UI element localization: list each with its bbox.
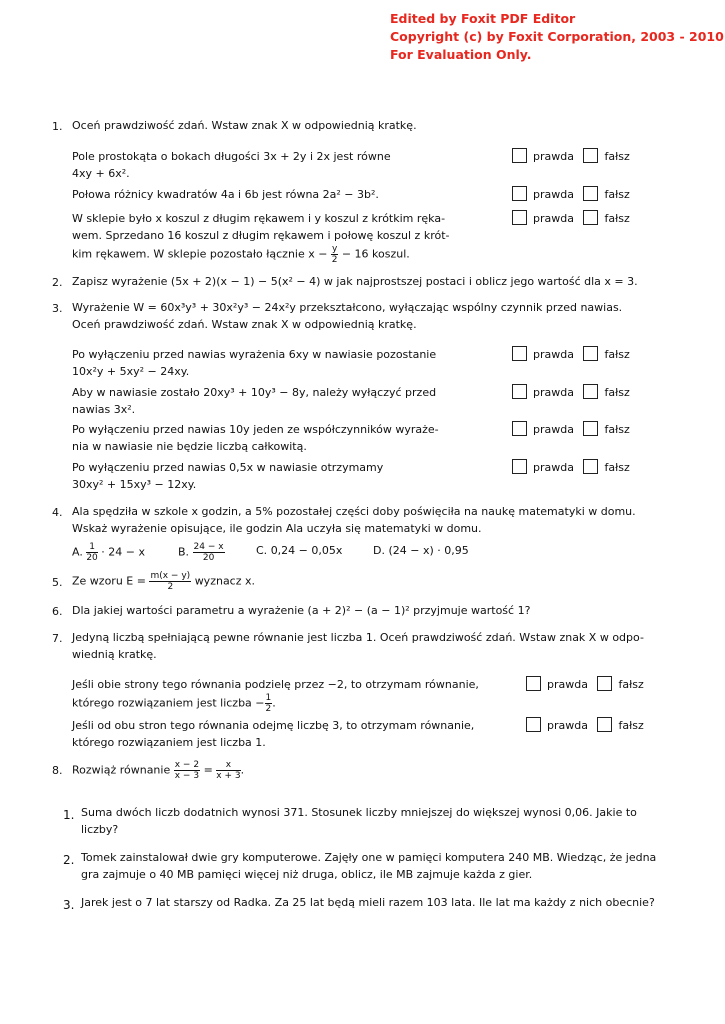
q1-prompt: Oceń prawdziwość zdań. Wstaw znak X w odpowiednią kratkę. bbox=[72, 119, 417, 132]
q3-s2-answer bbox=[512, 384, 630, 399]
q3-number: 3. bbox=[52, 302, 63, 315]
option-d-label: D. bbox=[373, 544, 385, 557]
checkbox-true[interactable] bbox=[526, 676, 541, 691]
checkbox-false[interactable] bbox=[583, 421, 598, 436]
q4-option-b bbox=[178, 542, 225, 563]
label-false: fałsz bbox=[604, 386, 630, 399]
q1-s3-line1: W sklepie było x koszul z długim rękawem i y koszul z krótkim ręka- bbox=[72, 212, 446, 225]
checkbox-false[interactable] bbox=[597, 717, 612, 732]
q1-s3-line3b: − 16 koszul. bbox=[341, 247, 410, 261]
q1-s3-answer bbox=[512, 210, 630, 225]
p1-number: 1. bbox=[63, 808, 75, 822]
q7-s1-line2-text: którego rozwiązaniem jest liczba − bbox=[72, 696, 265, 710]
watermark-line-1: Edited by Foxit PDF Editor bbox=[390, 11, 576, 26]
q1-s2: Połowa różnicy kwadratów 4a i 6b jest równa 2a² − 3b². bbox=[72, 188, 379, 201]
q4-option-d bbox=[373, 542, 469, 559]
watermark-line-2: Copyright (c) by Foxit Corporation, 2003 - 2010 bbox=[390, 29, 724, 44]
checkbox-true[interactable] bbox=[512, 421, 527, 436]
p2-line2: gra zajmuje o 40 MB pamięci więcej niż druga, oblicz, ile MB zajmuje każda z gier. bbox=[81, 868, 533, 881]
q3-s4-line2: 30xy² + 15xy³ − 12xy. bbox=[72, 478, 197, 491]
checkbox-true[interactable] bbox=[512, 186, 527, 201]
q7-line2: wiednią kratkę. bbox=[72, 648, 157, 661]
q3-s3-answer bbox=[512, 421, 630, 436]
q7-number: 7. bbox=[52, 632, 63, 645]
checkbox-true[interactable] bbox=[526, 717, 541, 732]
checkbox-false[interactable] bbox=[583, 186, 598, 201]
checkbox-false[interactable] bbox=[583, 384, 598, 399]
q1-s1-answer bbox=[512, 148, 630, 163]
label-false: fałsz bbox=[604, 461, 630, 474]
label-true: prawda bbox=[533, 461, 574, 474]
label-false: fałsz bbox=[604, 188, 630, 201]
fraction: $\frac{y}{2}$ bbox=[331, 244, 338, 265]
label-false: fałsz bbox=[604, 423, 630, 436]
q1-number: 1. bbox=[52, 120, 63, 133]
q3-s2-line1: Aby w nawiasie zostało 20xy³ + 10y³ − 8y, należy wyłączyć przed bbox=[72, 386, 437, 399]
q3-line1: Wyrażenie W = 60x³y³ + 30x²y³ − 24x²y przekształcono, wyłączając wspólny czynnik przed nawias. bbox=[72, 301, 623, 314]
q3-s3-line2: nia w nawiasie nie będzie liczbą całkowitą. bbox=[72, 440, 307, 453]
q3-s1-line1: Po wyłączeniu przed nawias wyrażenia 6xy w nawiasie pozostanie bbox=[72, 348, 437, 361]
fraction: $\frac{x - 2}{x - 3}$ bbox=[174, 760, 200, 781]
q3-s1-line2: 10x²y + 5xy² − 24xy. bbox=[72, 365, 190, 378]
q8-text: Rozwiąż równanie $\frac{x - 2}{x - 3}$ = $\frac{x}{x + 3}$ . bbox=[72, 760, 245, 781]
p1-line1: Suma dwóch liczb dodatnich wynosi 371. Stosunek liczby mniejszej do większej wynosi 0,06. Jakie to bbox=[81, 806, 637, 819]
q7-s1-line2: którego rozwiązaniem jest liczba − $\frac{1}{2}$ . bbox=[72, 693, 276, 714]
label-false: fałsz bbox=[604, 212, 630, 225]
q4-option-a bbox=[72, 542, 145, 563]
q4-number: 4. bbox=[52, 506, 63, 519]
q5-text bbox=[72, 571, 255, 592]
p3-number: 3. bbox=[63, 898, 75, 912]
q3-s1-answer bbox=[512, 346, 630, 361]
checkbox-true[interactable] bbox=[512, 459, 527, 474]
checkbox-false[interactable] bbox=[583, 210, 598, 225]
label-true: prawda bbox=[533, 188, 574, 201]
checkbox-false[interactable] bbox=[583, 459, 598, 474]
p2-line1: Tomek zainstalował dwie gry komputerowe. Zajęły one w pamięci komputera 240 MB. Wiedząc, że jedna bbox=[81, 851, 657, 864]
q4-option-c bbox=[256, 542, 342, 559]
q4-line2: Wskaż wyrażenie opisujące, ile godzin Ala uczyła się matematyki w domu. bbox=[72, 522, 482, 535]
q7-s2-line1: Jeśli od obu stron tego równania odejmę liczbę 3, to otrzymam równanie, bbox=[72, 719, 475, 732]
label-true: prawda bbox=[547, 678, 588, 691]
p2-number: 2. bbox=[63, 853, 75, 867]
option-c-text: 0,24 − 0,05x bbox=[270, 544, 343, 557]
label-true: prawda bbox=[533, 150, 574, 163]
option-a-text: · 24 − x bbox=[101, 545, 145, 559]
equals-sign: = bbox=[203, 763, 213, 777]
checkbox-true[interactable] bbox=[512, 384, 527, 399]
label-false: fałsz bbox=[604, 150, 630, 163]
fraction: $\frac{1}{2}$ bbox=[265, 693, 272, 714]
fraction: $\frac{m(x - y)}{2}$ bbox=[150, 571, 191, 592]
option-a-label: A. bbox=[72, 545, 83, 559]
q1-s3-line2: wem. Sprzedano 16 koszul z długim rękawem i połowę koszul z krót- bbox=[72, 229, 450, 242]
fraction: $\frac{1}{20}$ bbox=[86, 542, 98, 563]
q3-s2-line2: nawias 3x². bbox=[72, 403, 136, 416]
q5-number: 5. bbox=[52, 576, 63, 589]
q7-s2-answer bbox=[526, 717, 644, 732]
watermark bbox=[390, 10, 724, 64]
checkbox-false[interactable] bbox=[583, 346, 598, 361]
q7-s1-answer bbox=[526, 676, 644, 691]
q1-s3-line3a: kim rękawem. W sklepie pozostało łącznie x − bbox=[72, 247, 328, 261]
label-false: fałsz bbox=[618, 678, 644, 691]
q1-s1-line2: 4xy + 6x². bbox=[72, 167, 130, 180]
q2-number: 2. bbox=[52, 276, 63, 289]
fraction: $\frac{24 - x}{20}$ bbox=[193, 542, 224, 563]
checkbox-true[interactable] bbox=[512, 210, 527, 225]
label-true: prawda bbox=[533, 348, 574, 361]
q7-s2-line2: którego rozwiązaniem jest liczba 1. bbox=[72, 736, 266, 749]
q3-line2: Oceń prawdziwość zdań. Wstaw znak X w odpowiednią kratkę. bbox=[72, 318, 417, 331]
q8-pre: Rozwiąż równanie bbox=[72, 763, 171, 777]
q8-number: 8. bbox=[52, 764, 63, 777]
q2-text: Zapisz wyrażenie (5x + 2)(x − 1) − 5(x² − 4) w jak najprostszej postaci i oblicz jego wartość dla x = 3. bbox=[72, 275, 638, 288]
option-b-label: B. bbox=[178, 545, 190, 559]
label-false: fałsz bbox=[618, 719, 644, 732]
q5-post: wyznacz x. bbox=[194, 574, 256, 588]
label-true: prawda bbox=[547, 719, 588, 732]
checkbox-false[interactable] bbox=[597, 676, 612, 691]
option-d-text: (24 − x) · 0,95 bbox=[388, 544, 469, 557]
q3-s4-answer bbox=[512, 459, 630, 474]
q3-s3-line1: Po wyłączeniu przed nawias 10y jeden ze współczynników wyraże- bbox=[72, 423, 439, 436]
q6-number: 6. bbox=[52, 605, 63, 618]
p3-text: Jarek jest o 7 lat starszy od Radka. Za 25 lat będą mieli razem 103 lata. Ile lat ma każdy z nich obecnie? bbox=[81, 896, 655, 909]
label-true: prawda bbox=[533, 423, 574, 436]
q5-pre: Ze wzoru E = bbox=[72, 574, 146, 588]
q3-s4-line1: Po wyłączeniu przed nawias 0,5x w nawiasie otrzymamy bbox=[72, 461, 384, 474]
fraction: $\frac{x}{x + 3}$ bbox=[216, 760, 241, 781]
checkbox-true[interactable] bbox=[512, 148, 527, 163]
q1-s2-answer bbox=[512, 186, 630, 201]
q1-s1-line1: Pole prostokąta o bokach długości 3x + 2y i 2x jest równe bbox=[72, 150, 391, 163]
label-true: prawda bbox=[533, 212, 574, 225]
q7-s1-line1: Jeśli obie strony tego równania podzielę przez −2, to otrzymam równanie, bbox=[72, 678, 479, 691]
checkbox-false[interactable] bbox=[583, 148, 598, 163]
checkbox-true[interactable] bbox=[512, 346, 527, 361]
p1-line2: liczby? bbox=[81, 823, 119, 836]
q7-line1: Jedyną liczbą spełniającą pewne równanie jest liczba 1. Oceń prawdziwość zdań. Wstaw znak X w odpo- bbox=[72, 631, 644, 644]
q4-line1: Ala spędziła w szkole x godzin, a 5% pozostałej części doby poświęciła na naukę matematyki w domu. bbox=[72, 505, 636, 518]
label-false: fałsz bbox=[604, 348, 630, 361]
label-true: prawda bbox=[533, 386, 574, 399]
option-c-label: C. bbox=[256, 544, 268, 557]
q1-s3-line3 bbox=[72, 244, 410, 265]
watermark-line-3: For Evaluation Only. bbox=[390, 47, 532, 62]
q6-text: Dla jakiej wartości parametru a wyrażenie (a + 2)² − (a − 1)² przyjmuje wartość 1? bbox=[72, 604, 531, 617]
